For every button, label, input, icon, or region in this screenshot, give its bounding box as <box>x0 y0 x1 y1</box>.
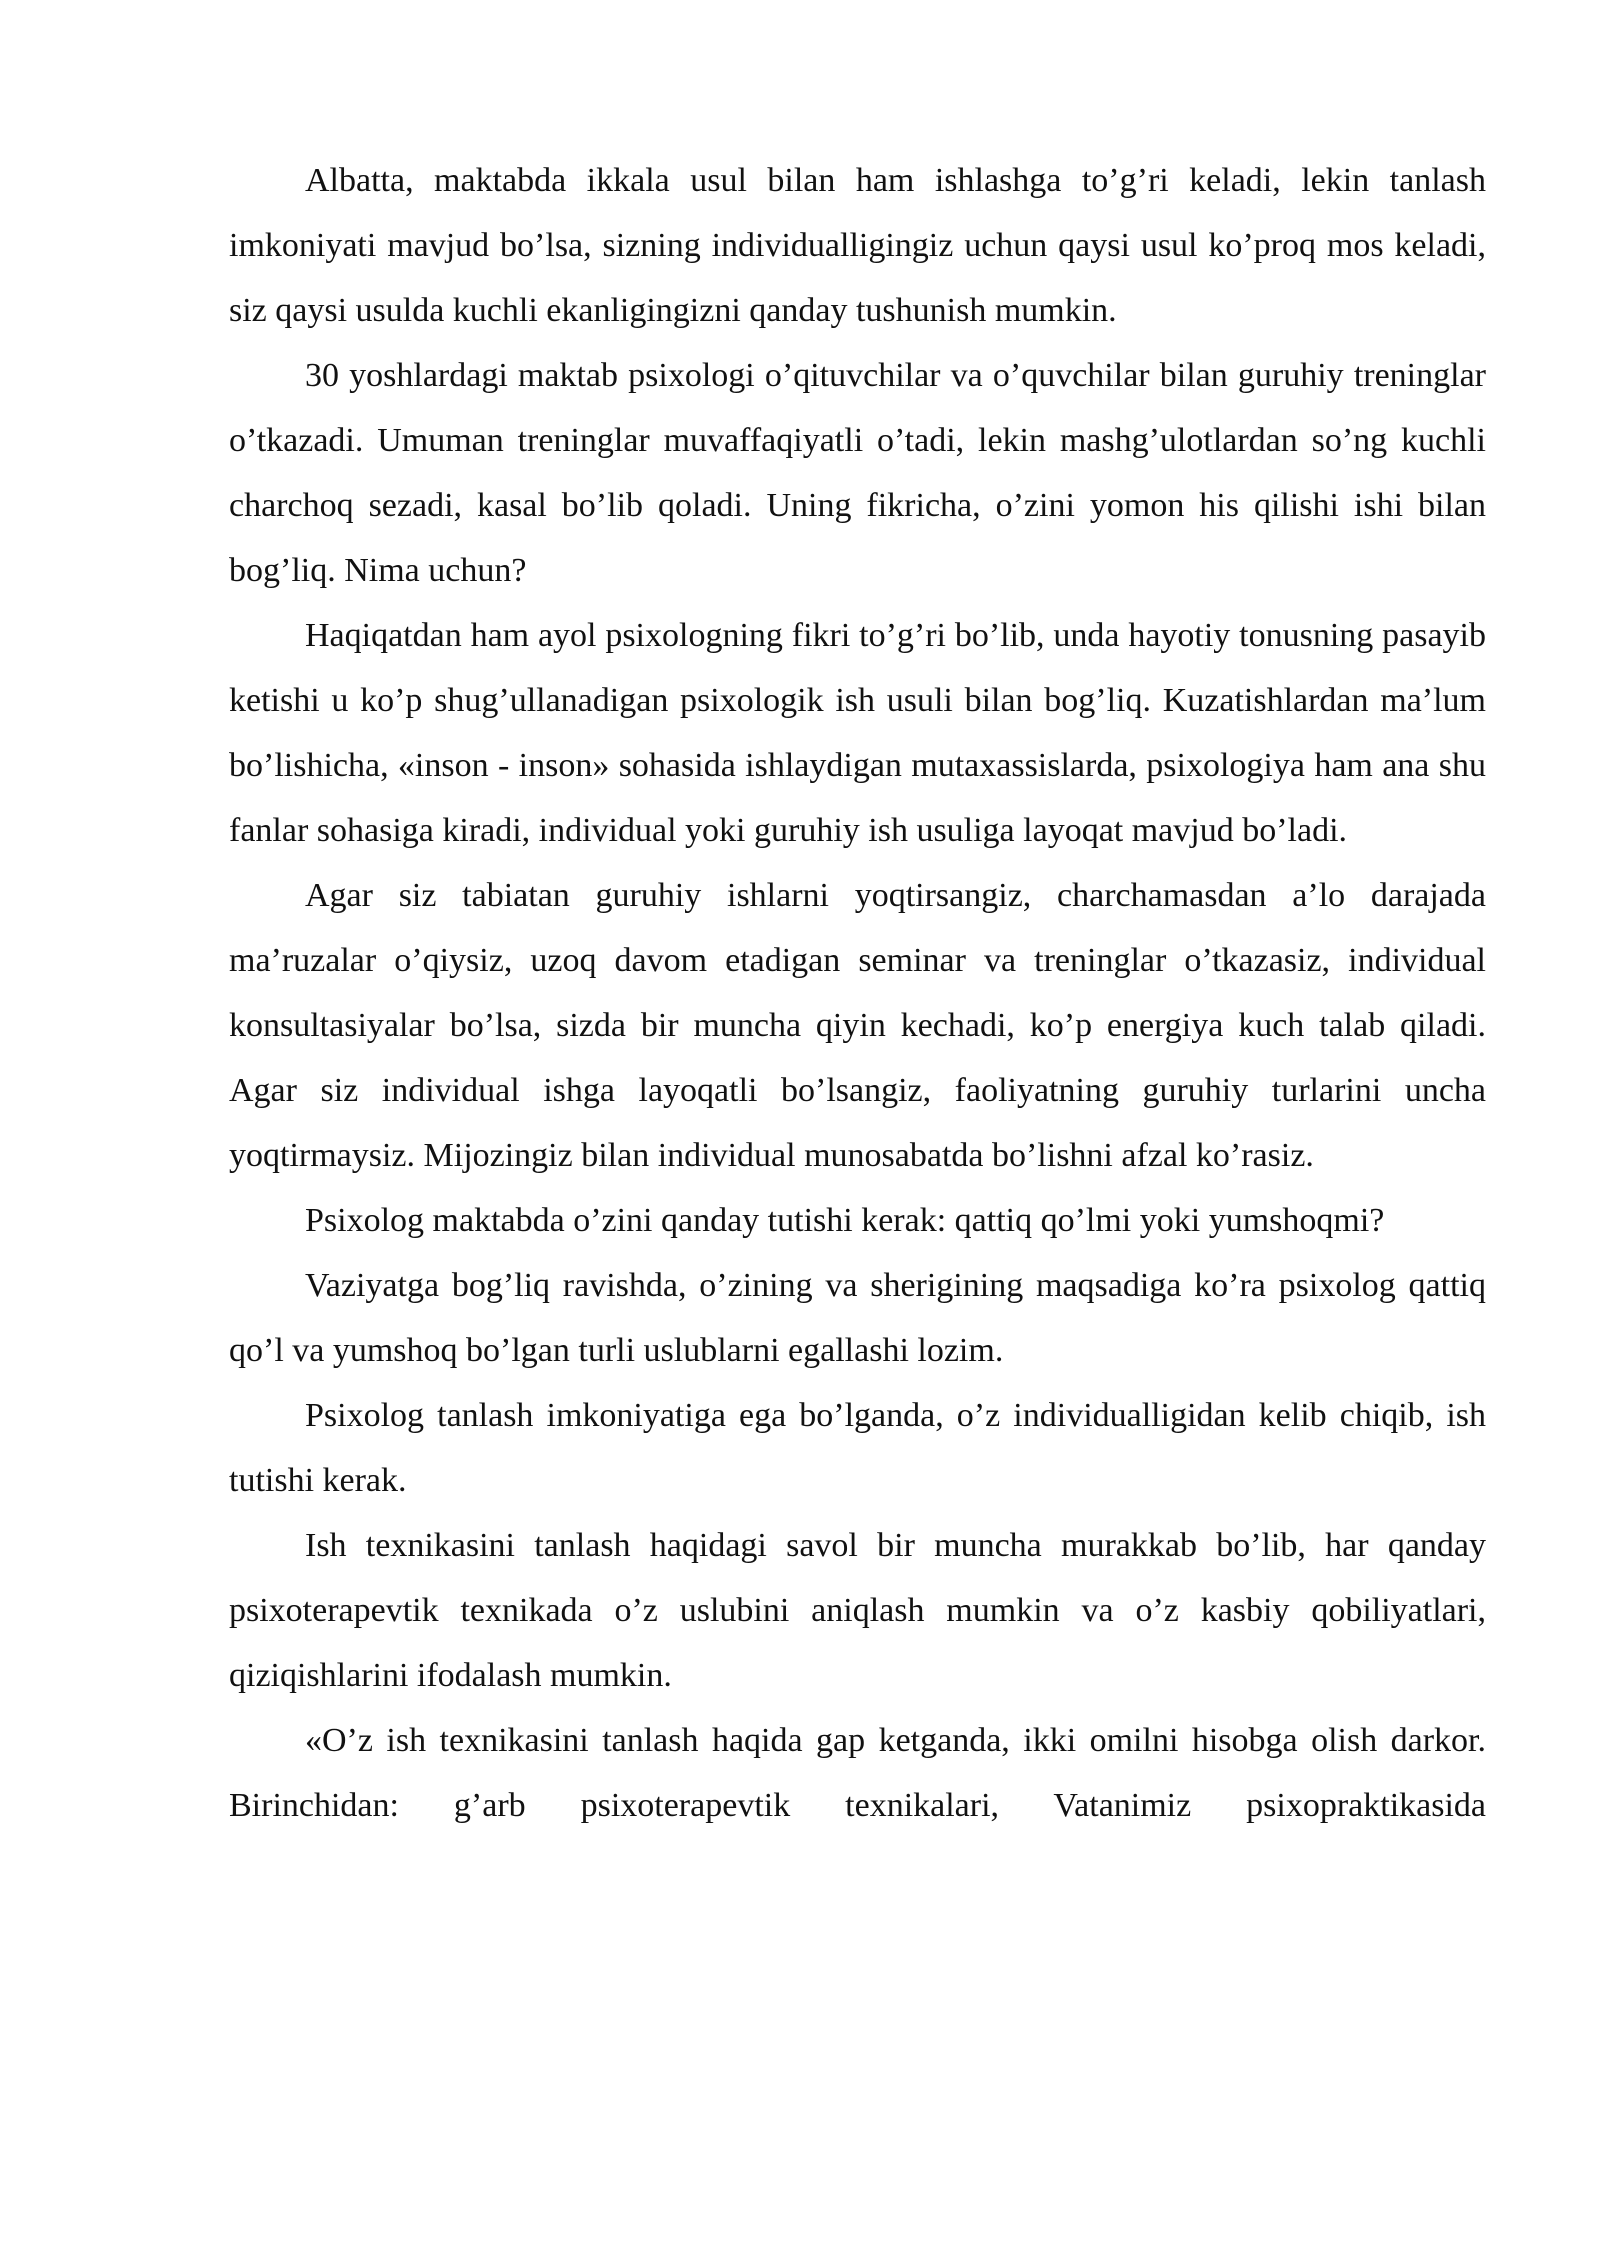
paragraph: Albatta, maktabda ikkala usul bilan ham ishlashga to’g’ri keladi, lekin tanlash imkoniyati mavjud bo’lsa, sizning individualligingiz uchun qaysi usul ko’proq mos keladi, siz qaysi usulda kuchli ekanligingizni qanday tushunish mumkin. <box>229 162 1486 329</box>
paragraph: Vaziyatga bog’liq ravishda, o’zining va sherigining maqsadiga ko’ra psixolog qattiq qo’l va yumshoq bo’lgan turli uslublarni egallashi lozim. <box>229 1267 1486 1369</box>
paragraph: «O’z ish texnikasini tanlash haqida gap ketganda, ikki omilni hisobga olish darkor. Birinchidan: g’arb psixoterapevtik texnikalari, Vatanimiz psixopraktikasida <box>229 1722 1486 1824</box>
document-body <box>229 148 1486 1838</box>
paragraph: Ish texnikasini tanlash haqidagi savol bir muncha murakkab bo’lib, har qanday psixoterapevtik texnikada o’z uslubini aniqlash mumkin va o’z kasbiy qobiliyatlari, qiziqishlarini ifodalash mumkin. <box>229 1527 1486 1694</box>
paragraph: 30 yoshlardagi maktab psixologi o’qituvchilar va o’quvchilar bilan guruhiy treninglar o’tkazadi. Umuman treninglar muvaffaqiyatli o’tadi, lekin mashg’ulotlardan so’ng kuchli charchoq sezadi, kasal bo’lib qoladi. Uning fikricha, o’zini yomon his qilishi ishi bilan bog’liq. Nima uchun? <box>229 357 1486 589</box>
paragraph: Haqiqatdan ham ayol psixologning fikri to’g’ri bo’lib, unda hayotiy tonusning pasayib ketishi u ko’p shug’ullanadigan psixologik ish usuli bilan bog’liq. Kuzatishlardan ma’lum bo’lishicha, «inson - inson» sohasida ishlaydigan mutaxassislarda, psixologiya ham ana shu fanlar sohasiga kiradi, individual yoki guruhiy ish usuliga layoqat mavjud bo’ladi. <box>229 617 1486 849</box>
paragraph: Agar siz tabiatan guruhiy ishlarni yoqtirsangiz, charchamasdan a’lo darajada ma’ruzalar o’qiysiz, uzoq davom etadigan seminar va treninglar o’tkazasiz, individual konsultasiyalar bo’lsa, sizda bir muncha qiyin kechadi, ko’p energiya kuch talab qiladi. Agar siz individual ishga layoqatli bo’lsangiz, faoliyatning guruhiy turlarini uncha yoqtirmaysiz. Mijozingiz bilan individual munosabatda bo’lishni afzal ko’rasiz. <box>229 877 1486 1174</box>
paragraph: Psixolog tanlash imkoniyatiga ega bo’lganda, o’z individualligidan kelib chiqib, ish tutishi kerak. <box>229 1397 1486 1499</box>
paragraph: Psixolog maktabda o’zini qanday tutishi kerak: qattiq qo’lmi yoki yumshoqmi? <box>305 1202 1385 1239</box>
